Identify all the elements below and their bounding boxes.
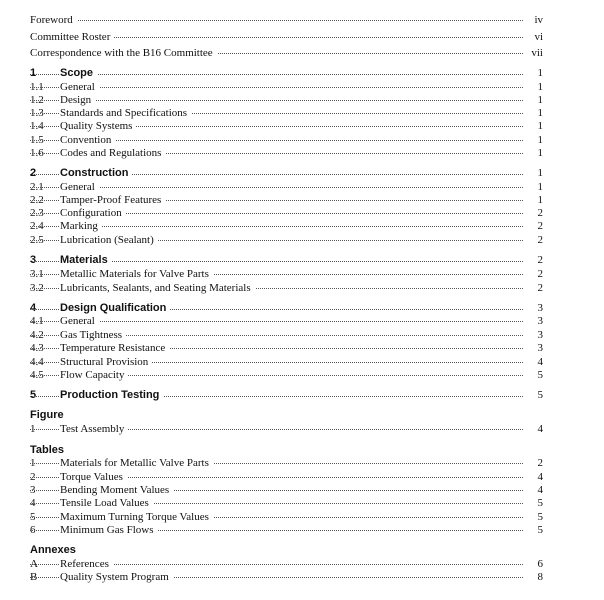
subsection-entry[interactable] [30, 81, 543, 94]
entry-title: Production Testing [60, 389, 163, 402]
table-entry[interactable] [30, 457, 543, 470]
entry-page: 4 [534, 423, 544, 436]
entry-title: Test Assembly [60, 423, 128, 436]
entry-title: Design Qualification [60, 302, 170, 315]
entry-title: Torque Values [60, 471, 127, 484]
entry-page: 4 [534, 484, 544, 497]
entry-page: 3 [534, 342, 544, 355]
section-1-entry[interactable] [30, 67, 543, 80]
entry-title: Temperature Resistance [60, 342, 169, 355]
entry-number: 2.2 [30, 194, 44, 206]
entry-number: 1.5 [30, 134, 44, 146]
entry-title: General [60, 315, 99, 328]
subsection-entry[interactable] [30, 107, 543, 120]
entry-number: 1.3 [30, 107, 44, 119]
entry-title: General [60, 181, 99, 194]
entry-number: 2 [30, 167, 37, 179]
entry-title: Maximum Turning Torque Values [60, 511, 213, 524]
entry-title: Structural Provision [60, 356, 152, 369]
dot-leader [30, 100, 523, 101]
dot-leader [30, 321, 523, 322]
subsection-entry[interactable] [30, 194, 543, 207]
table-entry[interactable] [30, 497, 543, 510]
entry-title: Codes and Regulations [60, 147, 165, 160]
entry-page: 2 [534, 234, 544, 247]
entry-page: 3 [534, 315, 544, 328]
entry-page: 5 [534, 511, 544, 524]
front-matter-entry[interactable] [30, 31, 543, 44]
annex-entry[interactable] [30, 558, 543, 571]
entry-title: Correspondence with the B16 Committee [30, 47, 217, 60]
entry-page: 3 [534, 329, 544, 342]
entry-page: 1 [534, 194, 544, 207]
figure-heading: Figure [30, 409, 64, 421]
entry-number: 2.5 [30, 234, 44, 246]
entry-number: 6 [30, 524, 36, 536]
entry-page: 1 [534, 181, 544, 194]
entry-number: 1 [30, 423, 36, 435]
entry-page: 1 [534, 120, 544, 133]
entry-page: 1 [534, 81, 544, 94]
subsection-entry[interactable] [30, 220, 543, 233]
entry-title: Flow Capacity [60, 369, 128, 382]
entry-page: 5 [534, 369, 544, 382]
entry-number: 2.4 [30, 220, 44, 232]
entry-number: 1 [30, 67, 37, 79]
dot-leader [30, 74, 523, 75]
tables-heading: Tables [30, 444, 65, 456]
entry-title: Materials [60, 254, 112, 267]
entry-number: 3.1 [30, 268, 44, 280]
subsection-entry[interactable] [30, 234, 543, 247]
entry-page: vi [530, 31, 543, 44]
entry-page: 1 [534, 107, 544, 120]
entry-title: Construction [60, 167, 132, 180]
entry-number: 1.4 [30, 120, 44, 132]
entry-title: Quality System Program [60, 571, 173, 584]
entry-page: 6 [534, 558, 544, 571]
entry-title: General [60, 81, 99, 94]
table-entry[interactable] [30, 471, 543, 484]
section-4-entry[interactable] [30, 302, 543, 315]
entry-page: 1 [534, 94, 544, 107]
figure-entry[interactable] [30, 423, 543, 436]
entry-title: Lubrication (Sealant) [60, 234, 158, 247]
entry-number: 5 [30, 511, 36, 523]
entry-number: 3.2 [30, 282, 44, 294]
section-2-entry[interactable] [30, 167, 543, 180]
annex-entry[interactable] [30, 571, 543, 584]
entry-number: 2 [30, 471, 36, 483]
entry-title: Scope [60, 67, 97, 80]
entry-number: 1.2 [30, 94, 44, 106]
entry-title: Committee Roster [30, 31, 114, 44]
entry-number: 2.1 [30, 181, 44, 193]
entry-page: 5 [534, 524, 544, 537]
entry-number: 4 [30, 302, 37, 314]
entry-title: Foreword [30, 14, 77, 27]
entry-number: A [30, 558, 38, 570]
subsection-entry[interactable] [30, 342, 543, 355]
entry-title: Quality Systems [60, 120, 136, 133]
entry-page: 1 [534, 67, 544, 80]
entry-title: Configuration [60, 207, 126, 220]
subsection-entry[interactable] [30, 369, 543, 382]
entry-title: Bending Moment Values [60, 484, 173, 497]
table-entry[interactable] [30, 511, 543, 524]
entry-title: Convention [60, 134, 115, 147]
annexes-heading: Annexes [30, 544, 76, 556]
table-entry[interactable] [30, 484, 543, 497]
front-matter-entry[interactable] [30, 14, 543, 27]
entry-page: 4 [534, 356, 544, 369]
entry-page: 2 [534, 268, 544, 281]
entry-number: 4 [30, 497, 36, 509]
table-entry[interactable] [30, 524, 543, 537]
entry-number: B [30, 571, 38, 583]
entry-number: 2.3 [30, 207, 44, 219]
subsection-entry[interactable] [30, 207, 543, 220]
section-5-entry[interactable] [30, 389, 543, 402]
entry-number: 4.4 [30, 356, 44, 368]
entry-number: 3 [30, 484, 36, 496]
entry-title: Gas Tightness [60, 329, 126, 342]
subsection-entry[interactable] [30, 120, 543, 133]
subsection-entry[interactable] [30, 268, 543, 281]
entry-page: iv [530, 14, 543, 27]
entry-number: 3 [30, 254, 37, 266]
entry-title: Tamper-Proof Features [60, 194, 165, 207]
entry-page: 3 [534, 302, 544, 315]
front-matter-entry[interactable] [30, 47, 543, 60]
dot-leader [30, 226, 523, 227]
entry-title: Marking [60, 220, 102, 233]
entry-page: 1 [534, 134, 544, 147]
entry-number: 4.2 [30, 329, 44, 341]
entry-page: 2 [534, 282, 544, 295]
entry-number: 1.1 [30, 81, 44, 93]
entry-page: 4 [534, 471, 544, 484]
entry-number: 1 [30, 457, 36, 469]
entry-page: 2 [534, 207, 544, 220]
dot-leader [30, 187, 523, 188]
entry-page: 2 [534, 220, 544, 233]
entry-title: Materials for Metallic Valve Parts [60, 457, 213, 470]
subsection-entry[interactable] [30, 315, 543, 328]
subsection-entry[interactable] [30, 181, 543, 194]
entry-page: vii [527, 47, 543, 60]
entry-title: Tensile Load Values [60, 497, 153, 510]
subsection-entry[interactable] [30, 356, 543, 369]
dot-leader [30, 20, 523, 21]
entry-title: Metallic Materials for Valve Parts [60, 268, 213, 281]
entry-page: 2 [534, 254, 544, 267]
entry-page: 8 [534, 571, 544, 584]
entry-number: 4.1 [30, 315, 44, 327]
entry-title: Design [60, 94, 95, 107]
entry-number: 4.3 [30, 342, 44, 354]
entry-title: Lubricants, Sealants, and Seating Materials [60, 282, 255, 295]
entry-number: 4.5 [30, 369, 44, 381]
entry-page: 1 [534, 147, 544, 160]
entry-page: 5 [534, 389, 544, 402]
entry-title: Minimum Gas Flows [60, 524, 158, 537]
entry-page: 1 [534, 167, 544, 180]
section-3-entry[interactable] [30, 254, 543, 267]
entry-title: References [60, 558, 113, 571]
entry-title: Standards and Specifications [60, 107, 191, 120]
subsection-entry[interactable] [30, 94, 543, 107]
entry-page: 5 [534, 497, 544, 510]
subsection-entry[interactable] [30, 282, 543, 295]
entry-number: 1.6 [30, 147, 44, 159]
subsection-entry[interactable] [30, 147, 543, 160]
subsection-entry[interactable] [30, 329, 543, 342]
dot-leader [30, 87, 523, 88]
entry-page: 2 [534, 457, 544, 470]
subsection-entry[interactable] [30, 134, 543, 147]
entry-number: 5 [30, 389, 37, 401]
